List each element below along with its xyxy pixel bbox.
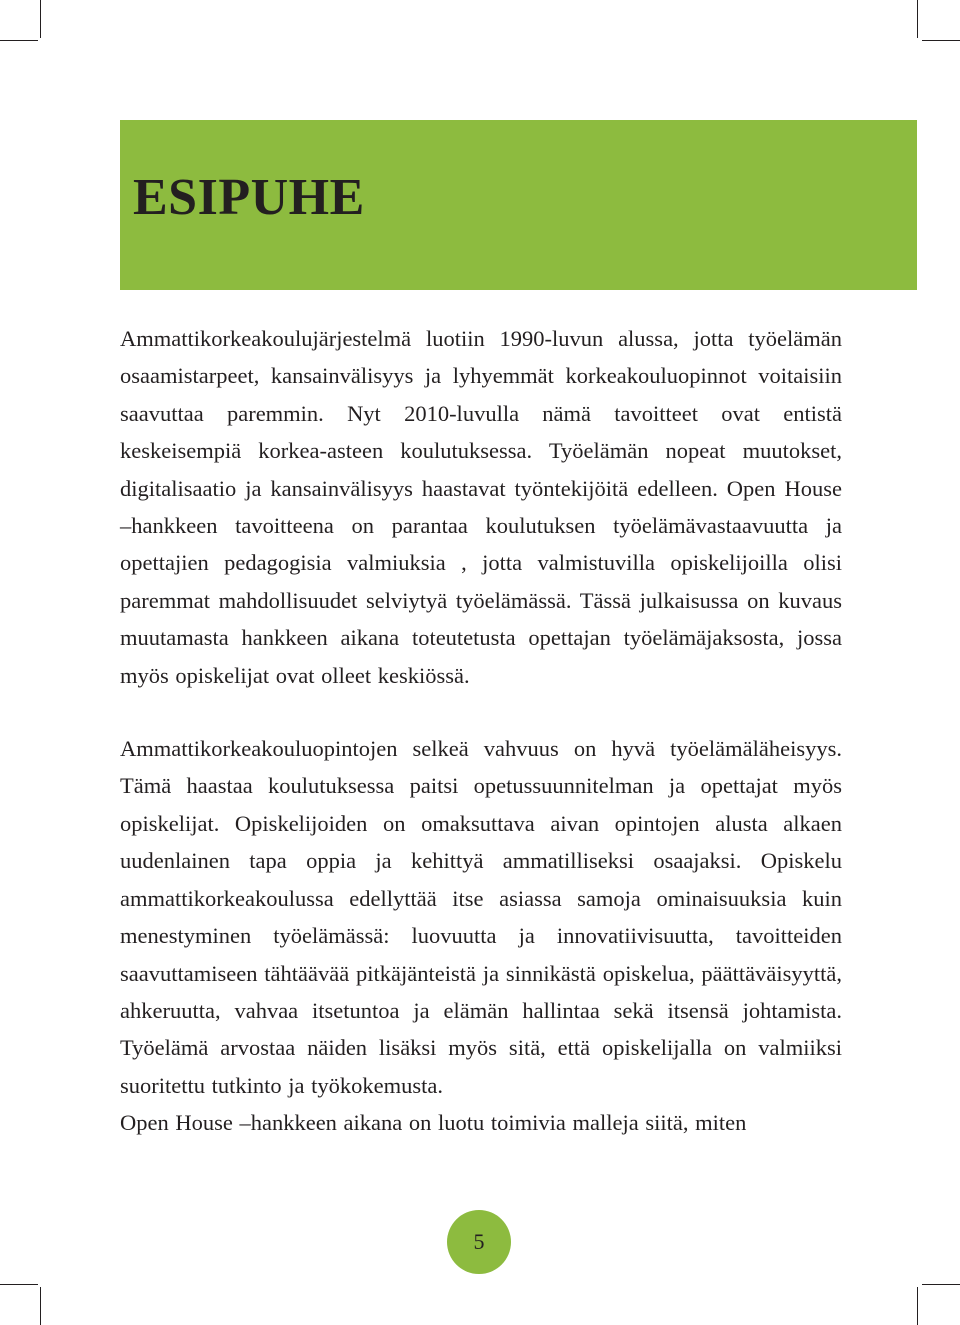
crop-mark-left-bottom bbox=[0, 1284, 38, 1285]
crop-mark-bottom-right bbox=[917, 1287, 918, 1325]
body-text bbox=[120, 320, 842, 1142]
crop-mark-right-top bbox=[922, 40, 960, 41]
crop-mark-top-left bbox=[40, 0, 41, 38]
crop-mark-top-right bbox=[917, 0, 918, 38]
crop-mark-bottom-left bbox=[40, 1287, 41, 1325]
paragraph-strengths: Ammattikorkeakouluopintojen selkeä vahvuus on hyvä työelämäläheisyys. Tämä haastaa koulutuksessa paitsi opetussuunnitelman ja opettajat myös opiskelijat. Opiskelijoiden on omaksuttava aivan opintojen alusta alkaen uudenlainen tapa oppia ja kehittyä ammatilliseksi osaajaksi. Opiskelu ammattikorkeakoulussa edellyttää itse asiassa samoja ominaisuuksia kuin menestyminen työelämässä: luovuutta ja innovatiivisuutta, tavoitteiden saavuttamiseen tähtäävää pitkäjänteistä ja sinnikästä opiskelua, päättäväisyyttä, ahkeruutta, vahvaa itsetuntoa ja elämän hallintaa sekä itsensä johtamista. Työelämä arvostaa näiden lisäksi myös sitä, että opiskelijalla on valmiiksi suoritettu tutkinto ja työkokemusta. bbox=[120, 736, 842, 1098]
page-number: 5 bbox=[473, 1229, 485, 1254]
page-number-badge bbox=[447, 1210, 511, 1274]
page-title: ESIPUHE bbox=[133, 169, 365, 226]
header-band bbox=[120, 120, 917, 290]
crop-mark-right-bottom bbox=[922, 1284, 960, 1285]
crop-mark-left-top bbox=[0, 40, 38, 41]
paragraph-open-house: Open House –hankkeen aikana on luotu toimivia malleja siitä, miten bbox=[120, 1110, 747, 1136]
paragraph-intro: Ammattikorkeakoulujärjestelmä luotiin 1990-luvun alussa, jotta työelämän osaamistarpeet, kansainvälisyys ja lyhyemmät korkeakouluopinnot voitaisiin saavuttaa paremmin. Nyt 2010-luvulla nämä tavoitteet ovat entistä keskeisempiä korkea-asteen koulutuksessa. Työelämän nopeat muutokset, digitalisaatio ja kansainvälisyys haastavat työntekijöitä edelleen. Open House –hankkeen tavoitteena on parantaa koulutuksen työelämävastaavuutta ja opettajien pedagogisia valmiuksia , jotta valmistuvilla opiskelijoilla olisi paremmat mahdollisuudet selviytyä työelämässä. Tässä julkaisussa on kuvaus muutamasta hankkeen aikana toteutetusta opettajan työelämäjaksosta, jossa myös opiskelijat ovat olleet keskiössä. bbox=[120, 326, 842, 688]
